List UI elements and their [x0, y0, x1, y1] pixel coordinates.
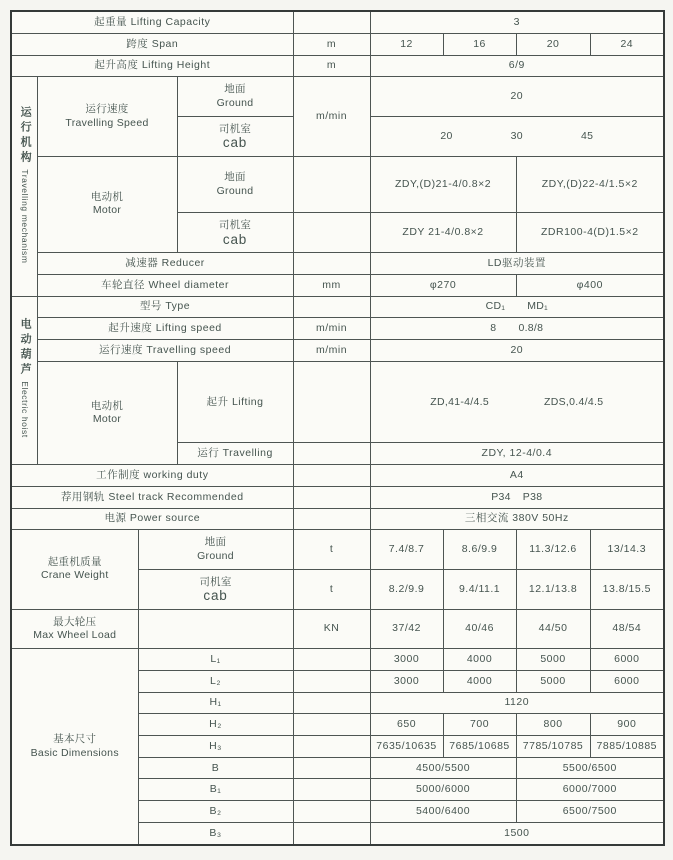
- row-label-lifting-speed: 起升速度 Lifting speed: [37, 318, 293, 340]
- value-weight-cab-20: 12.1/13.8: [516, 569, 590, 609]
- value-span-20: 20: [516, 33, 590, 55]
- value-weight-ground-24: 13/14.3: [590, 530, 664, 569]
- value-B3: 1500: [370, 822, 664, 845]
- value-part: 20: [440, 129, 453, 142]
- unit-cell-empty: [293, 757, 370, 779]
- multi-value-group: [373, 300, 662, 313]
- value-L2-12: 3000: [370, 670, 443, 692]
- value-L2-24: 6000: [590, 670, 664, 692]
- unit-cell: m/min: [293, 318, 370, 340]
- cell-line: 司机室: [199, 575, 232, 588]
- value-span-16: 16: [443, 33, 516, 55]
- table-row: [11, 486, 664, 508]
- section-label-zh: 运行机构: [19, 105, 32, 166]
- dim-label-B3: B₃: [138, 822, 293, 845]
- dim-label-B2: B₂: [138, 801, 293, 823]
- value-lifting-height: 6/9: [370, 55, 664, 77]
- section-label-travelling-mechanism: [11, 77, 37, 296]
- value-part: P34: [491, 490, 511, 503]
- sub-label-lifting: 起升 Lifting: [177, 361, 293, 442]
- value-travelling-speed-ground: 20: [370, 77, 664, 116]
- spec-table-body: [11, 11, 664, 845]
- cell-line: cab: [222, 231, 248, 247]
- multi-value-group: [373, 322, 662, 335]
- table-row: [11, 296, 664, 318]
- section-label-en: Electric hoist: [20, 381, 31, 439]
- value-H3-20: 7785/10785: [516, 736, 590, 758]
- value-part: CD₁: [485, 300, 506, 313]
- unit-cell: m: [293, 55, 370, 77]
- sub-label-ground: [177, 77, 293, 116]
- value-part: P38: [522, 490, 543, 503]
- dim-label-L2: L₂: [138, 670, 293, 692]
- crane-spec-table: [10, 10, 665, 846]
- cell-line: 起重机质量: [47, 556, 102, 569]
- vertical-section-label: [17, 318, 31, 438]
- value-weight-cab-12: 8.2/9.9: [370, 569, 443, 609]
- value-part: 0.8/8: [518, 322, 544, 335]
- unit-cell: t: [293, 569, 370, 609]
- row-label-working-duty: 工作制度 working duty: [11, 465, 293, 487]
- value-lifting-speed: [370, 318, 664, 340]
- value-wheel-diameter-a: φ270: [370, 274, 516, 296]
- unit-cell: mm: [293, 274, 370, 296]
- unit-cell-empty: [293, 361, 370, 442]
- unit-cell-empty: [293, 213, 370, 253]
- row-label-power-source: 电源 Power source: [11, 508, 293, 530]
- row-label-reducer: 减速器 Reducer: [37, 253, 293, 275]
- sub-label-empty: [138, 609, 293, 648]
- table-row: [11, 508, 664, 530]
- value-H2-24: 900: [590, 714, 664, 736]
- cell-line: Motor: [92, 204, 122, 217]
- cell-line: Ground: [216, 184, 254, 197]
- dim-label-B1: B₁: [138, 779, 293, 801]
- row-label-type: 型号 Type: [37, 296, 293, 318]
- unit-cell-empty: [293, 465, 370, 487]
- cell-line: 运行速度: [85, 103, 129, 116]
- cell-line: 地面: [224, 171, 246, 184]
- value-working-duty: A4: [370, 465, 664, 487]
- value-motor-ground-a: ZDY,(D)21-4/0.8×2: [370, 156, 516, 213]
- table-row: [11, 649, 664, 671]
- value-H1: 1120: [370, 692, 664, 714]
- row-label-hoist-travelling-speed: 运行速度 Travelling speed: [37, 340, 293, 362]
- value-part: ZD,41-4/4.5: [430, 395, 489, 408]
- table-row: [11, 318, 664, 340]
- table-row: [11, 465, 664, 487]
- unit-cell-empty: [293, 714, 370, 736]
- table-row: [11, 361, 664, 442]
- value-H2-20: 800: [516, 714, 590, 736]
- row-label-steel-track: 荐用钢轨 Steel track Recommended: [11, 486, 293, 508]
- cell-line: 司机室: [218, 122, 252, 135]
- multi-value-group: [373, 491, 662, 504]
- value-L2-16: 4000: [443, 670, 516, 692]
- section-label-en: Travelling mechanism: [20, 168, 31, 264]
- row-label-wheel-diameter: 车轮直径 Wheel diameter: [37, 274, 293, 296]
- table-row: [11, 156, 664, 213]
- value-weight-ground-12: 7.4/8.7: [370, 530, 443, 569]
- value-B-b: 5500/6500: [516, 757, 664, 779]
- unit-cell: KN: [293, 609, 370, 648]
- unit-cell-empty: [293, 508, 370, 530]
- value-reducer: LD驱动装置: [370, 253, 664, 275]
- dim-label-H3: H₃: [138, 736, 293, 758]
- cell-line: Max Wheel Load: [33, 628, 117, 641]
- table-row: [11, 33, 664, 55]
- unit-cell-empty: [293, 822, 370, 845]
- value-L1-20: 5000: [516, 649, 590, 671]
- section-label-basic-dimensions: [11, 649, 138, 845]
- value-weight-ground-20: 11.3/12.6: [516, 530, 590, 569]
- value-part: ZDS,0.4/4.5: [544, 395, 604, 408]
- value-motor-cab-b: ZDR100-4(D)1.5×2: [516, 213, 664, 253]
- unit-cell: m/min: [293, 340, 370, 362]
- value-wheel-load-24: 48/54: [590, 609, 664, 648]
- unit-cell-empty: [293, 736, 370, 758]
- value-H2-12: 650: [370, 714, 443, 736]
- table-row: [11, 253, 664, 275]
- cell-line: cab: [222, 135, 248, 151]
- cell-line: Ground: [197, 549, 234, 562]
- value-wheel-load-16: 40/46: [443, 609, 516, 648]
- cell-line: 电动机: [90, 399, 124, 412]
- section-label-zh: 电动葫芦: [19, 318, 32, 379]
- unit-cell: m: [293, 33, 370, 55]
- value-steel-track: [370, 486, 664, 508]
- unit-cell-empty: [293, 486, 370, 508]
- value-L1-16: 4000: [443, 649, 516, 671]
- sub-label-cab: [177, 116, 293, 156]
- value-B1-a: 5000/6000: [370, 779, 516, 801]
- unit-cell: t: [293, 530, 370, 569]
- value-part: 8: [490, 322, 497, 335]
- value-part: 45: [580, 129, 594, 142]
- cell-line: 基本尺寸: [53, 733, 97, 746]
- cell-line: Crane Weight: [40, 569, 109, 582]
- value-motor-ground-b: ZDY,(D)22-4/1.5×2: [516, 156, 664, 213]
- value-wheel-load-20: 44/50: [516, 609, 590, 648]
- cell-line: Motor: [92, 412, 122, 425]
- table-row: [11, 11, 664, 33]
- cell-line: 地面: [224, 83, 246, 96]
- unit-cell-empty: [293, 649, 370, 671]
- value-B2-b: 6500/7500: [516, 801, 664, 823]
- table-row: [11, 77, 664, 116]
- cell-line: Basic Dimensions: [30, 746, 119, 759]
- unit-cell-empty: [293, 779, 370, 801]
- value-B2-a: 5400/6400: [370, 801, 516, 823]
- value-hoist-travelling-speed: 20: [370, 340, 664, 362]
- value-wheel-diameter-b: φ400: [516, 274, 664, 296]
- value-L1-12: 3000: [370, 649, 443, 671]
- value-hoist-type: [370, 296, 664, 318]
- value-wheel-load-12: 37/42: [370, 609, 443, 648]
- table-row: [11, 274, 664, 296]
- unit-cell: m/min: [293, 77, 370, 156]
- value-motor-cab-a: ZDY 21-4/0.8×2: [370, 213, 516, 253]
- value-weight-ground-16: 8.6/9.9: [443, 530, 516, 569]
- value-weight-cab-16: 9.4/11.1: [443, 569, 516, 609]
- row-label-travelling-speed: [37, 77, 177, 156]
- unit-cell-empty: [293, 670, 370, 692]
- value-H3-24: 7885/10885: [590, 736, 664, 758]
- row-label-motor: [37, 156, 177, 252]
- table-row: [11, 340, 664, 362]
- row-label-hoist-motor: [37, 361, 177, 464]
- value-part: 30: [510, 129, 523, 142]
- cell-line: 电动机: [90, 191, 124, 204]
- value-H3-16: 7685/10685: [443, 736, 516, 758]
- cell-line: Travelling Speed: [65, 116, 149, 129]
- dim-label-L1: L₁: [138, 649, 293, 671]
- unit-cell-empty: [293, 443, 370, 465]
- unit-cell-empty: [293, 11, 370, 33]
- dim-label-H2: H₂: [138, 714, 293, 736]
- value-weight-cab-24: 13.8/15.5: [590, 569, 664, 609]
- cell-line: 地面: [204, 536, 227, 549]
- unit-cell-empty: [293, 253, 370, 275]
- value-hoist-motor-travelling: ZDY, 12-4/0.4: [370, 443, 664, 465]
- value-span-24: 24: [590, 33, 664, 55]
- value-H3-12: 7635/10635: [370, 736, 443, 758]
- cell-line: cab: [203, 588, 228, 603]
- value-L1-24: 6000: [590, 649, 664, 671]
- unit-cell-empty: [293, 156, 370, 213]
- table-row: [11, 609, 664, 648]
- sub-label-cab: [138, 569, 293, 609]
- table-row: [11, 530, 664, 569]
- dim-label-B: B: [138, 757, 293, 779]
- value-hoist-motor-lifting: [370, 361, 664, 442]
- unit-cell-empty: [293, 296, 370, 318]
- multi-value-group: [373, 396, 662, 409]
- sub-label-ground: [177, 156, 293, 213]
- section-label-electric-hoist: [11, 296, 37, 464]
- row-label-max-wheel-load: [11, 609, 138, 648]
- table-row: [11, 55, 664, 77]
- row-label-lifting-capacity: 起重量 Lifting Capacity: [11, 11, 293, 33]
- row-label-lifting-height: 起升高度 Lifting Height: [11, 55, 293, 77]
- value-part: MD₁: [527, 300, 548, 313]
- value-L2-20: 5000: [516, 670, 590, 692]
- value-H2-16: 700: [443, 714, 516, 736]
- sub-label-ground: [138, 530, 293, 569]
- multi-value-group: [373, 130, 662, 143]
- row-label-span: 跨度 Span: [11, 33, 293, 55]
- value-B1-b: 6000/7000: [516, 779, 664, 801]
- vertical-section-label: [17, 106, 31, 264]
- cell-line: 最大轮压: [53, 615, 97, 628]
- value-B-a: 4500/5500: [370, 757, 516, 779]
- row-label-crane-weight: [11, 530, 138, 609]
- value-power-source: 三相交流 380V 50Hz: [370, 508, 664, 530]
- cell-line: 司机室: [218, 219, 252, 232]
- unit-cell-empty: [293, 801, 370, 823]
- sub-label-cab: [177, 213, 293, 253]
- value-travelling-speed-cab: [370, 116, 664, 156]
- unit-cell-empty: [293, 692, 370, 714]
- dim-label-H1: H₁: [138, 692, 293, 714]
- value-span-12: 12: [370, 33, 443, 55]
- cell-line: Ground: [216, 96, 254, 109]
- sub-label-travelling: 运行 Travelling: [177, 443, 293, 465]
- value-lifting-capacity: 3: [370, 11, 664, 33]
